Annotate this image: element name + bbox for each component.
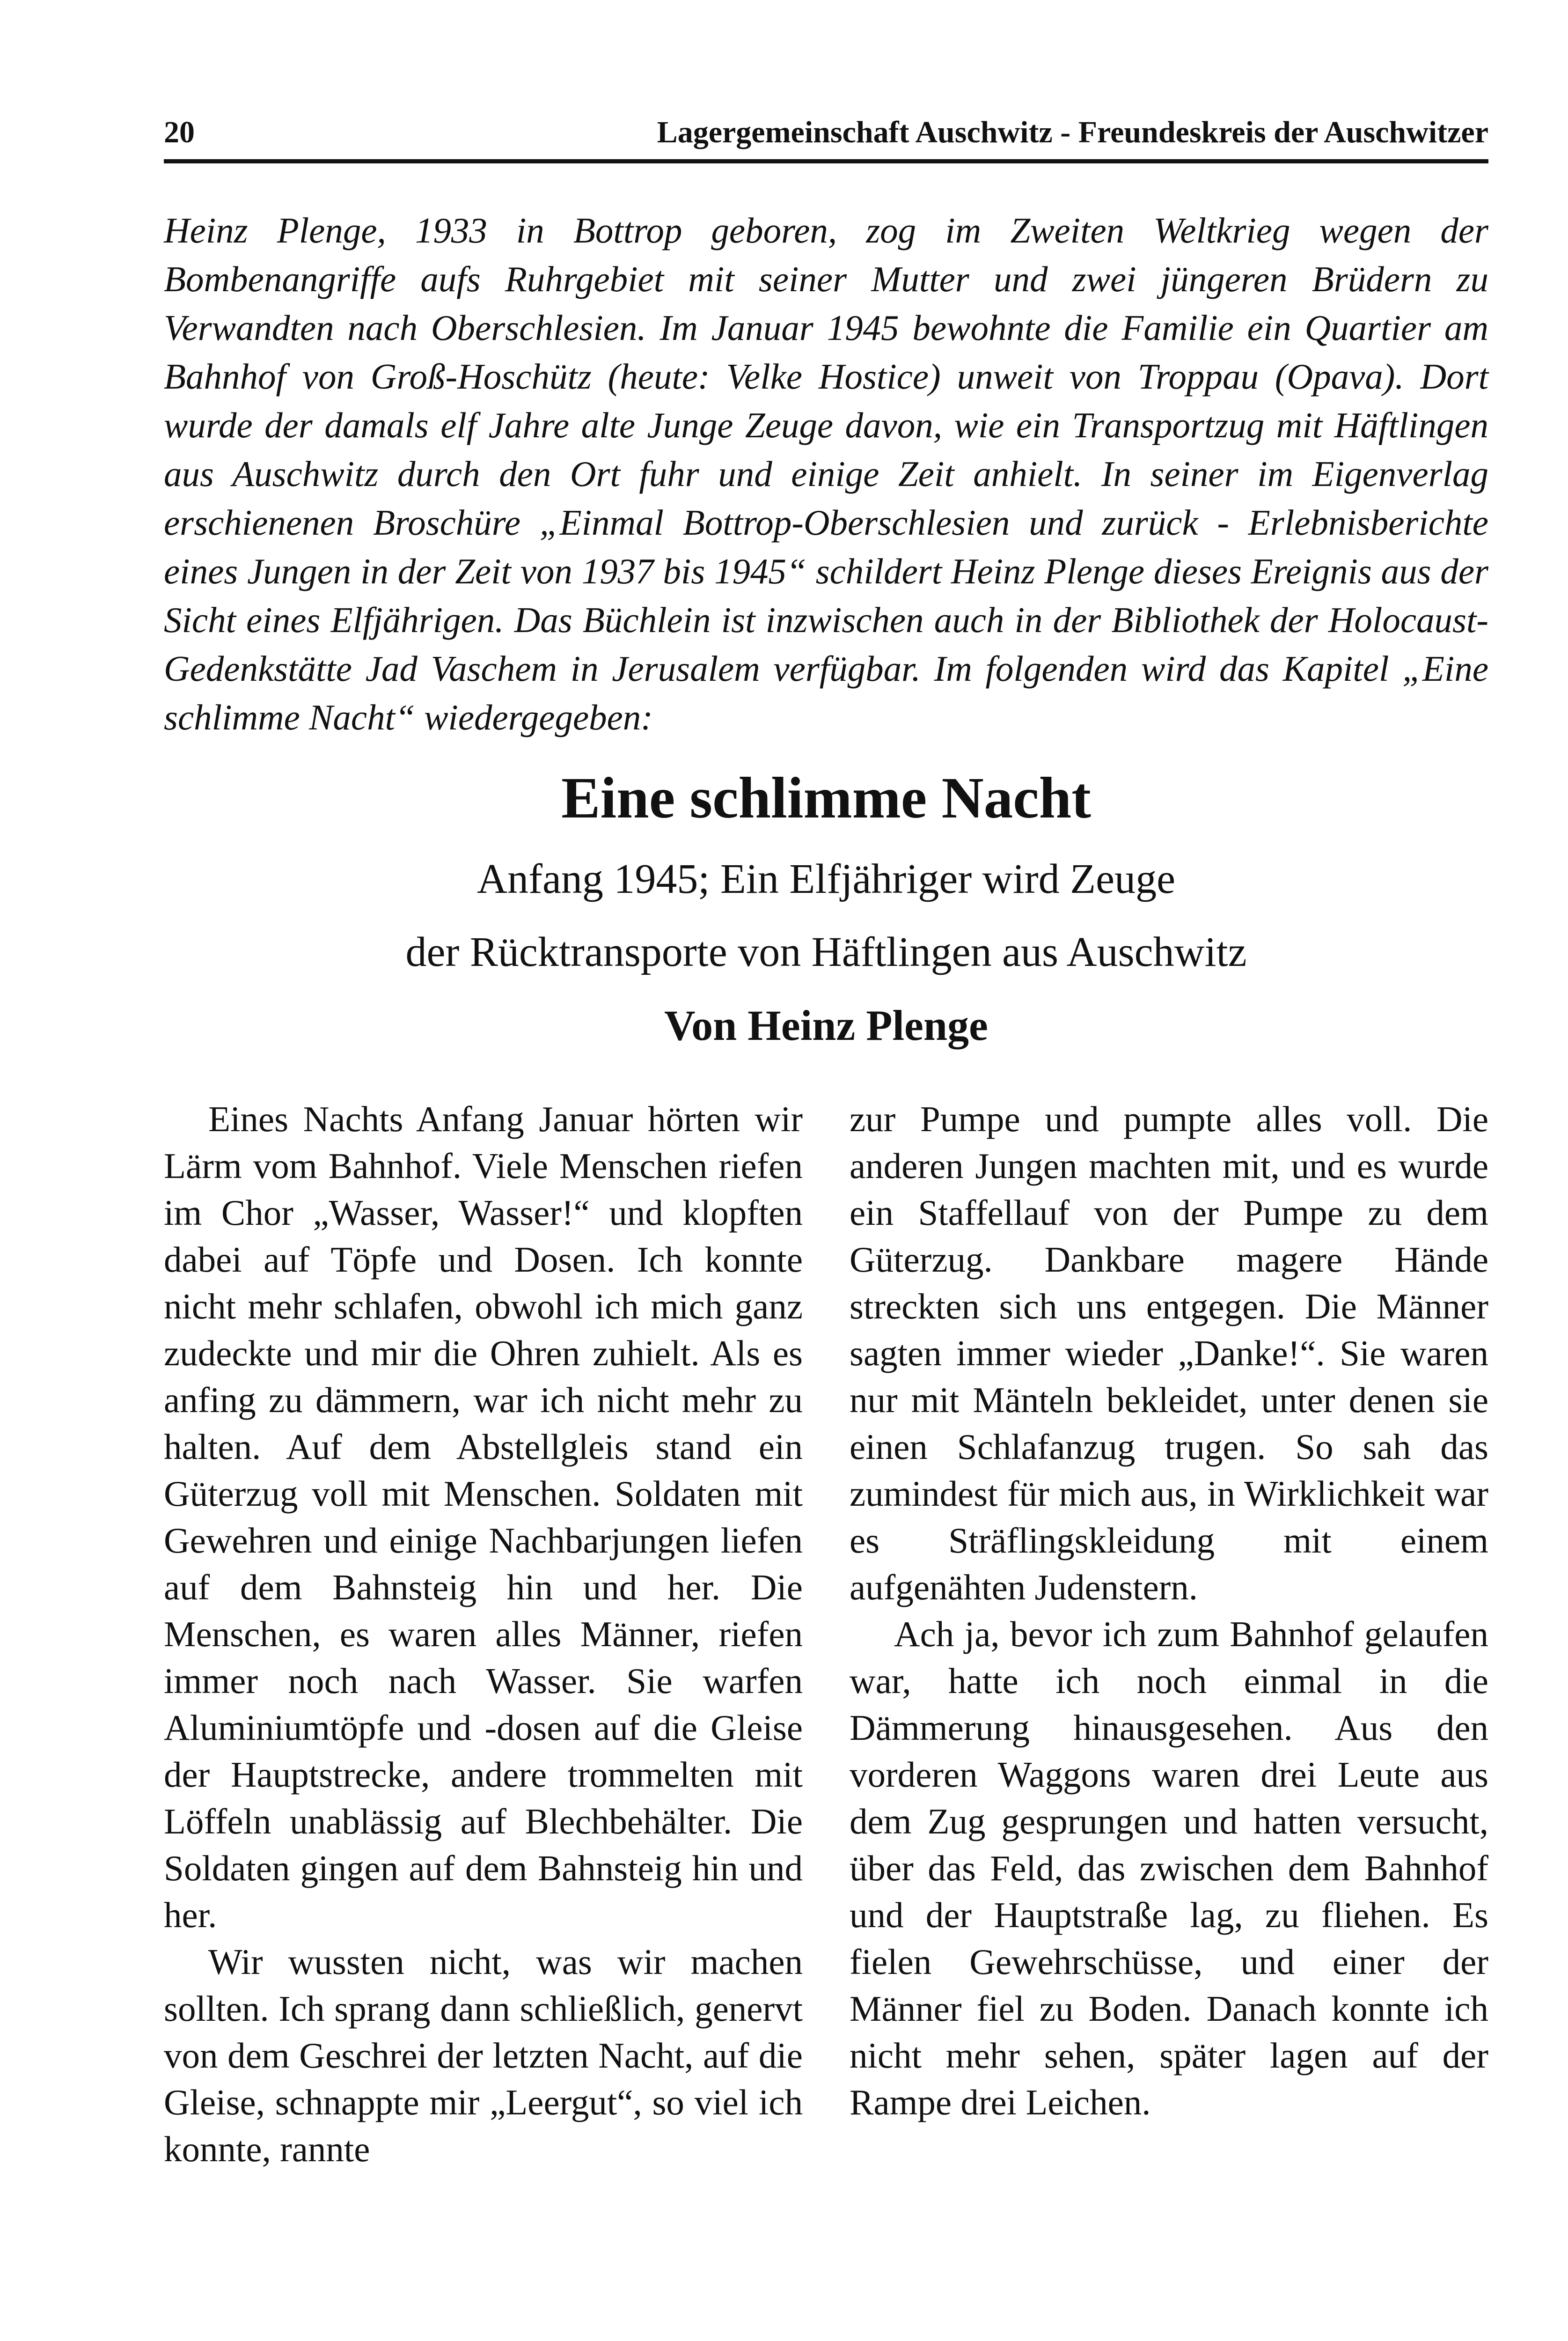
header-rule xyxy=(164,159,1488,163)
right-column xyxy=(850,1096,1488,2229)
intro-paragraph: Heinz Plenge, 1933 in Bottrop geboren, zog im Zweiten Weltkrieg wegen der Bombenangriffe aufs Ruhrgebiet mit seiner Mutter und zwei jüngeren Brüdern zu Verwandten nach Oberschlesien. Im Januar 1945 bewohnte die Familie ein Quartier am Bahnhof von Groß-Hoschütz (heute: Velke Hostice) unweit von Troppau (Opava). Dort wurde der damals elf Jahre alte Junge Zeuge davon, wie ein Transportzug mit Häftlingen aus Auschwitz durch den Ort fuhr und einige Zeit anhielt. In seiner im Eigenverlag erschienenen Broschüre „Einmal Bottrop-Oberschlesien und zurück - Erlebnisberichte eines Jungen in der Zeit von 1937 bis 1945“ schildert Heinz Plenge dieses Ereignis aus der Sicht eines Elfjährigen. Das Büchlein ist inzwischen auch in der Bibliothek der Holocaust-Gedenkstätte Jad Vaschem in Jerusalem verfügbar. Im folgenden wird das Kapitel „Eine schlimme Nacht“ wiedergegeben: xyxy=(164,210,1488,737)
article-subtitle xyxy=(164,843,1488,989)
subtitle-line-1: Anfang 1945; Ein Elfjähriger wird Zeuge xyxy=(476,856,1176,902)
body-paragraph: Ach ja, bevor ich zum Bahnhof gelaufen war, hatte ich noch einmal in die Dämmerung hinausgesehen. Aus den vorderen Waggons waren drei Leute aus dem Zug gesprungen und hatten versucht, über das Feld, das zwischen dem Bahnhof und der Hauptstraße lag, zu fliehen. Es fielen Gewehrschüsse, und einer der Männer fiel zu Boden. Danach konnte ich nicht mehr sehen, später lagen auf der Rampe drei Leichen. xyxy=(850,1614,1488,2122)
running-title: Lagergemeinschaft Auschwitz - Freundeskreis der Auschwitzer xyxy=(657,115,1488,149)
subtitle-line-2: der Rücktransporte von Häftlingen aus Auschwitz xyxy=(405,929,1247,975)
body-paragraph: zur Pumpe und pumpte alles voll. Die anderen Jungen machten mit, und es wurde ein Staffellauf von der Pumpe zu dem Güterzug. Dankbare magere Hände streckten sich uns entgegen. Die Männer sagten immer wieder „Danke!“. Sie waren nur mit Mänteln bekleidet, unter denen sie einen Schlafanzug trugen. So sah das zumindest für mich aus, in Wirklichkeit war es Sträflingskleidung mit einem aufgenähten Judenstern. xyxy=(850,1099,1488,1607)
page-header xyxy=(164,115,1488,157)
body-paragraph: Eines Nachts Anfang Januar hörten wir Lärm vom Bahnhof. Viele Menschen riefen im Chor „Wasser, Wasser!“ und klopften dabei auf Töpfe und Dosen. Ich konnte nicht mehr schlafen, obwohl ich mich ganz zudeckte und mir die Ohren zuhielt. Als es anfing zu dämmern, war ich nicht mehr zu halten. Auf dem Abstellgleis stand ein Güterzug voll mit Menschen. Soldaten mit Gewehren und einige Nachbarjungen liefen auf dem Bahnsteig hin und her. Die Menschen, es waren alles Männer, riefen immer noch nach Wasser. Sie warfen Aluminiumtöpfe und -dosen auf die Gleise der Hauptstrecke, andere trommelten mit Löffeln unablässig auf Blechbehälter. Die Soldaten gingen auf dem Bahnsteig hin und her. xyxy=(164,1099,803,1935)
left-column xyxy=(164,1096,803,2229)
body-paragraph: Wir wussten nicht, was wir machen sollten. Ich sprang dann schließlich, genervt von dem Geschrei der letzten Nacht, auf die Gleise, schnappte mir „Leergut“, so viel ich konnte, rannte xyxy=(164,1942,803,2169)
article-title: Eine schlimme Nacht xyxy=(561,766,1091,831)
page-number: 20 xyxy=(164,115,195,149)
article-byline: Von Heinz Plenge xyxy=(664,1001,988,1049)
